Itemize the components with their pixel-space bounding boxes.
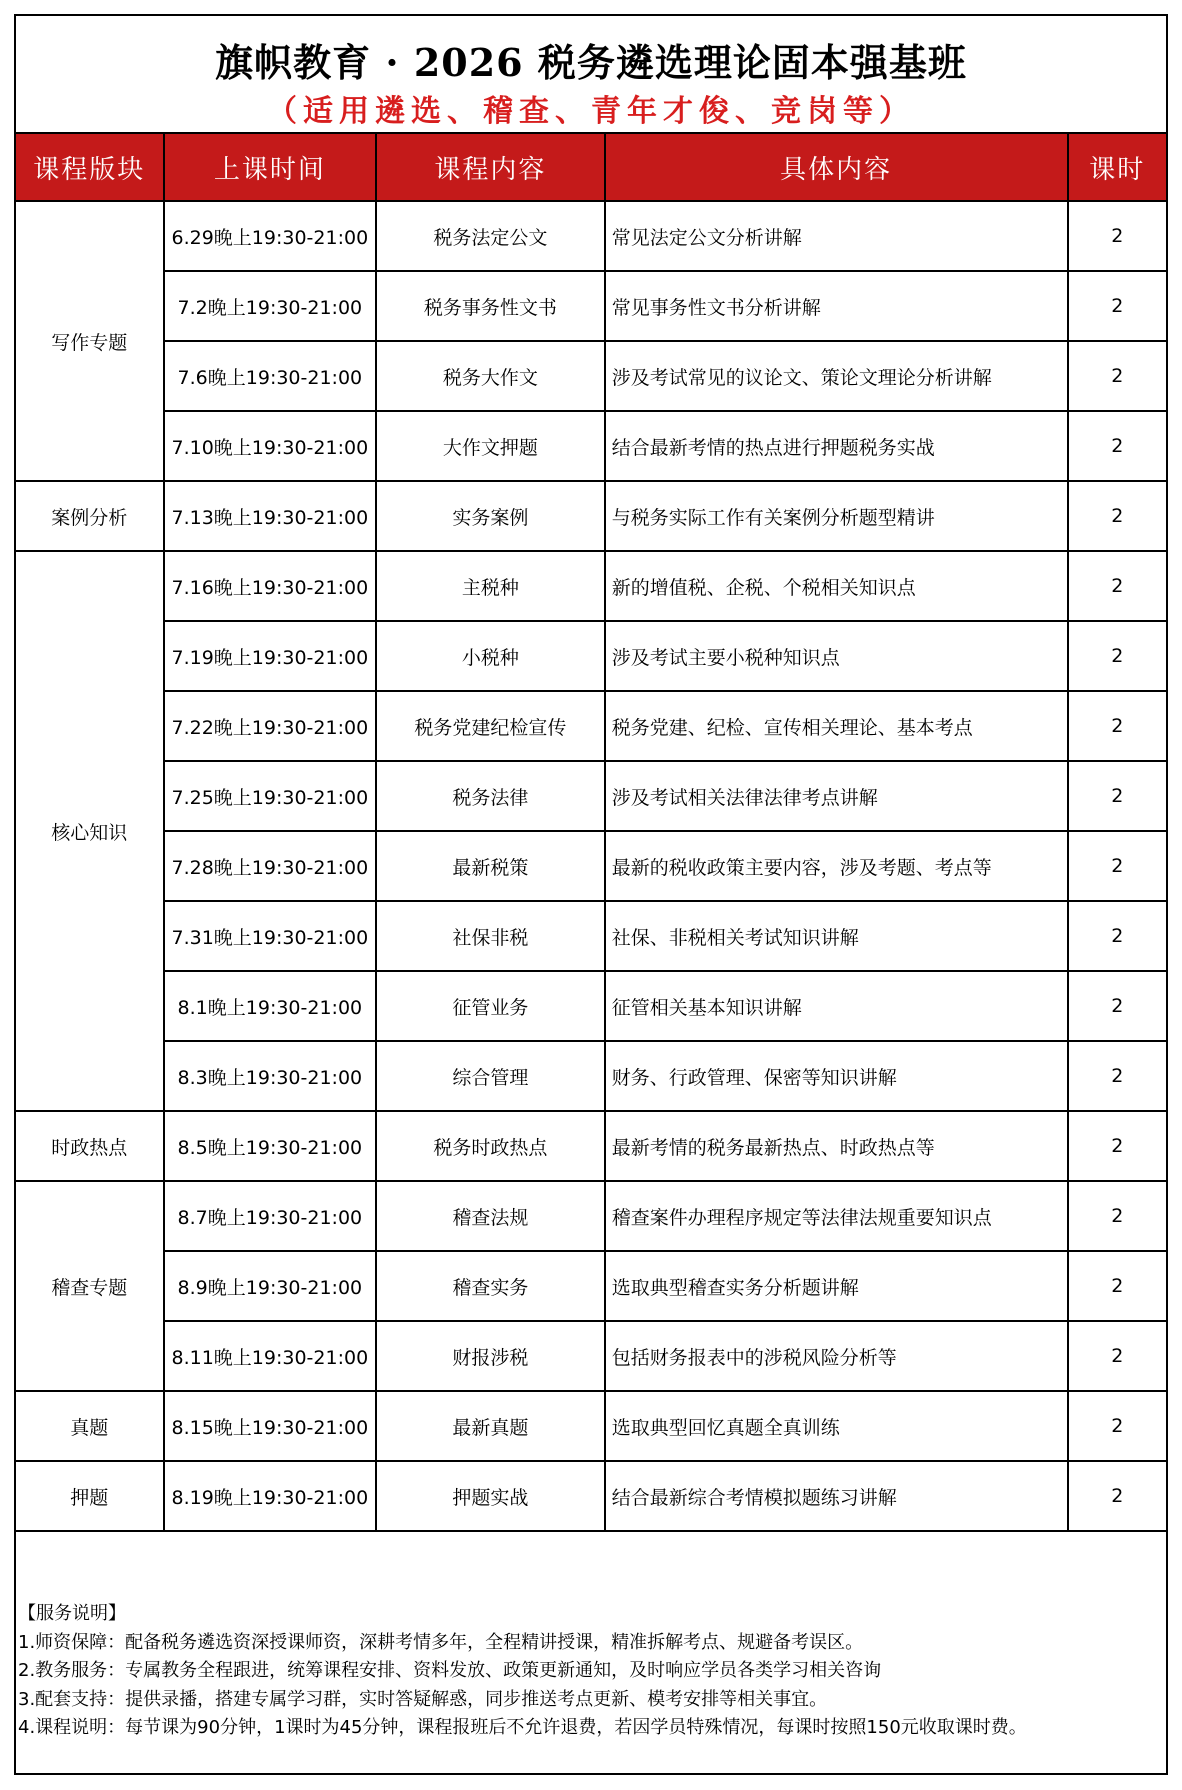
- detail-cell: 最新考情的税务最新热点、时政热点等: [605, 1111, 1068, 1181]
- note-item: 3.配套支持：提供录播，搭建专属学习群，实时答疑解惑，同步推送考点更新、模考安排等相关事宜。: [18, 1688, 828, 1710]
- hours-cell: 2: [1068, 1111, 1167, 1181]
- detail-cell: 社保、非税相关考试知识讲解: [605, 901, 1068, 971]
- time-cell: 7.10晚上19:30-21:00: [164, 411, 377, 481]
- course-cell: 税务大作文: [376, 341, 605, 411]
- hours-cell: 2: [1068, 481, 1167, 551]
- schedule-table: [14, 132, 1168, 1532]
- time-cell: 7.25晚上19:30-21:00: [164, 761, 377, 831]
- column-header-time: 上课时间: [164, 133, 377, 201]
- time-cell: 8.15晚上19:30-21:00: [164, 1391, 377, 1461]
- hours-cell: 2: [1068, 831, 1167, 901]
- course-cell: 稽查法规: [376, 1181, 605, 1251]
- table-row: [15, 1041, 1167, 1111]
- detail-cell: 新的增值税、企税、个税相关知识点: [605, 551, 1068, 621]
- table-row: [15, 481, 1167, 551]
- module-cell: 押题: [15, 1461, 164, 1531]
- time-cell: 7.28晚上19:30-21:00: [164, 831, 377, 901]
- detail-cell: 稽查案件办理程序规定等法律法规重要知识点: [605, 1181, 1068, 1251]
- table-row: [15, 551, 1167, 621]
- hours-cell: 2: [1068, 621, 1167, 691]
- detail-cell: 税务党建、纪检、宣传相关理论、基本考点: [605, 691, 1068, 761]
- time-cell: 8.3晚上19:30-21:00: [164, 1041, 377, 1111]
- course-cell: 征管业务: [376, 971, 605, 1041]
- time-cell: 8.1晚上19:30-21:00: [164, 971, 377, 1041]
- detail-cell: 常见事务性文书分析讲解: [605, 271, 1068, 341]
- note-item: 4.课程说明：每节课为90分钟，1课时为45分钟，课程报班后不允许退费，若因学员特殊情况，每课时按照150元收取课时费。: [18, 1717, 1027, 1738]
- table-row: [15, 341, 1167, 411]
- hours-cell: 2: [1068, 1391, 1167, 1461]
- table-row: [15, 1251, 1167, 1321]
- hours-cell: 2: [1068, 691, 1167, 761]
- note-item: 2.教务服务：专属教务全程跟进，统筹课程安排、资料发放、政策更新通知，及时响应学员各类学习相关咨询: [18, 1660, 882, 1681]
- detail-cell: 征管相关基本知识讲解: [605, 971, 1068, 1041]
- hours-cell: 2: [1068, 411, 1167, 481]
- course-cell: 税务法定公文: [376, 201, 605, 271]
- detail-cell: 包括财务报表中的涉税风险分析等: [605, 1321, 1068, 1391]
- module-cell: 写作专题: [15, 201, 164, 481]
- table-row: [15, 971, 1167, 1041]
- course-cell: 大作文押题: [376, 411, 605, 481]
- time-cell: 8.19晚上19:30-21:00: [164, 1461, 377, 1531]
- table-row: [15, 411, 1167, 481]
- document-header: [14, 14, 1168, 132]
- time-cell: 7.16晚上19:30-21:00: [164, 551, 377, 621]
- table-row: [15, 1461, 1167, 1531]
- notes-title: 【服务说明】: [18, 1603, 126, 1624]
- detail-cell: 常见法定公文分析讲解: [605, 201, 1068, 271]
- detail-cell: 财务、行政管理、保密等知识讲解: [605, 1041, 1068, 1111]
- hours-cell: 2: [1068, 1461, 1167, 1531]
- table-row: [15, 271, 1167, 341]
- hours-cell: 2: [1068, 551, 1167, 621]
- hours-cell: 2: [1068, 1181, 1167, 1251]
- detail-cell: 涉及考试常见的议论文、策论文理论分析讲解: [605, 341, 1068, 411]
- detail-cell: 选取典型稽查实务分析题讲解: [605, 1251, 1068, 1321]
- table-row: [15, 1181, 1167, 1251]
- time-cell: 7.6晚上19:30-21:00: [164, 341, 377, 411]
- hours-cell: 2: [1068, 971, 1167, 1041]
- time-cell: 7.31晚上19:30-21:00: [164, 901, 377, 971]
- course-cell: 稽查实务: [376, 1251, 605, 1321]
- time-cell: 8.7晚上19:30-21:00: [164, 1181, 377, 1251]
- page-title: 旗帜教育 · 2026 税务遴选理论固本强基班: [215, 40, 967, 85]
- course-cell: 实务案例: [376, 481, 605, 551]
- table-row: [15, 831, 1167, 901]
- time-cell: 6.29晚上19:30-21:00: [164, 201, 377, 271]
- detail-cell: 结合最新考情的热点进行押题税务实战: [605, 411, 1068, 481]
- page-subtitle: （适用遴选、稽查、青年才俊、竞岗等）: [267, 94, 915, 129]
- hours-cell: 2: [1068, 271, 1167, 341]
- table-row: [15, 691, 1167, 761]
- time-cell: 7.2晚上19:30-21:00: [164, 271, 377, 341]
- hours-cell: 2: [1068, 1321, 1167, 1391]
- detail-cell: 选取典型回忆真题全真训练: [605, 1391, 1068, 1461]
- column-header-course: 课程内容: [376, 133, 605, 201]
- time-cell: 7.13晚上19:30-21:00: [164, 481, 377, 551]
- module-cell: 核心知识: [15, 551, 164, 1111]
- time-cell: 7.22晚上19:30-21:00: [164, 691, 377, 761]
- course-cell: 最新税策: [376, 831, 605, 901]
- schedule-body: [15, 201, 1167, 1531]
- table-row: [15, 1391, 1167, 1461]
- course-cell: 社保非税: [376, 901, 605, 971]
- table-row: [15, 621, 1167, 691]
- module-cell: 真题: [15, 1391, 164, 1461]
- module-cell: 案例分析: [15, 481, 164, 551]
- time-cell: 8.5晚上19:30-21:00: [164, 1111, 377, 1181]
- table-header-row: [15, 133, 1167, 201]
- course-cell: 税务时政热点: [376, 1111, 605, 1181]
- hours-cell: 2: [1068, 901, 1167, 971]
- course-cell: 税务法律: [376, 761, 605, 831]
- hours-cell: 2: [1068, 341, 1167, 411]
- hours-cell: 2: [1068, 1041, 1167, 1111]
- hours-cell: 2: [1068, 1251, 1167, 1321]
- course-cell: 财报涉税: [376, 1321, 605, 1391]
- time-cell: 8.9晚上19:30-21:00: [164, 1251, 377, 1321]
- module-cell: 稽查专题: [15, 1181, 164, 1391]
- module-cell: 时政热点: [15, 1111, 164, 1181]
- detail-cell: 涉及考试主要小税种知识点: [605, 621, 1068, 691]
- table-row: [15, 761, 1167, 831]
- column-header-module: 课程版块: [15, 133, 164, 201]
- note-item: 1.师资保障：配备税务遴选资深授课师资，深耕考情多年，全程精讲授课，精准拆解考点、规避备考误区。: [18, 1631, 864, 1653]
- column-header-detail: 具体内容: [605, 133, 1068, 201]
- time-cell: 7.19晚上19:30-21:00: [164, 621, 377, 691]
- course-cell: 税务党建纪检宣传: [376, 691, 605, 761]
- table-row: [15, 1321, 1167, 1391]
- course-cell: 综合管理: [376, 1041, 605, 1111]
- detail-cell: 涉及考试相关法律法律考点讲解: [605, 761, 1068, 831]
- time-cell: 8.11晚上19:30-21:00: [164, 1321, 377, 1391]
- detail-cell: 最新的税收政策主要内容，涉及考题、考点等: [605, 831, 1068, 901]
- course-cell: 最新真题: [376, 1391, 605, 1461]
- column-header-hours: 课时: [1068, 133, 1167, 201]
- detail-cell: 结合最新综合考情模拟题练习讲解: [605, 1461, 1068, 1531]
- table-row: [15, 1111, 1167, 1181]
- course-cell: 小税种: [376, 621, 605, 691]
- course-cell: 主税种: [376, 551, 605, 621]
- service-notes: [18, 1600, 1158, 1743]
- course-cell: 押题实战: [376, 1461, 605, 1531]
- table-row: [15, 201, 1167, 271]
- table-row: [15, 901, 1167, 971]
- detail-cell: 与税务实际工作有关案例分析题型精讲: [605, 481, 1068, 551]
- hours-cell: 2: [1068, 761, 1167, 831]
- course-cell: 税务事务性文书: [376, 271, 605, 341]
- hours-cell: 2: [1068, 201, 1167, 271]
